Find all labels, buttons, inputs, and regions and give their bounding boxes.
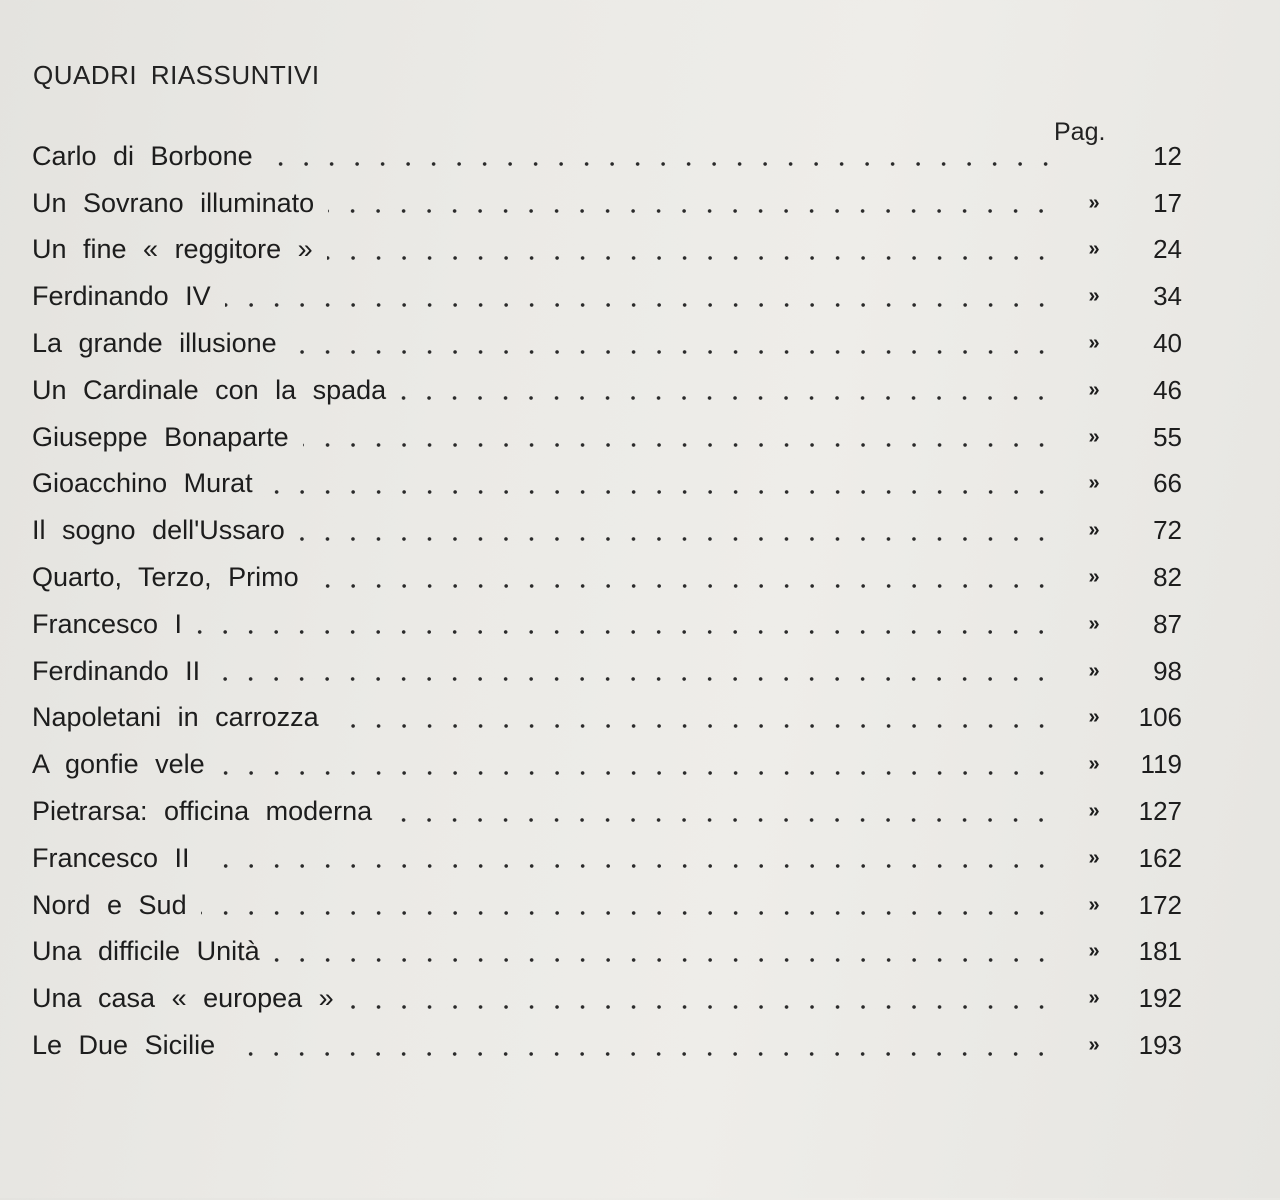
- ditto-mark: »: [1088, 846, 1100, 869]
- toc-entry-page: 24: [1153, 234, 1182, 265]
- toc-entry-title: Un Sovrano illuminato: [32, 187, 315, 218]
- toc-entry: [32, 320, 1182, 367]
- toc-entry-title: Francesco II: [32, 842, 190, 873]
- dot-leader: [196, 630, 1054, 634]
- dot-leader: [225, 303, 1054, 307]
- dot-leader: [328, 209, 1054, 213]
- toc-entry: [32, 695, 1182, 742]
- toc-entry: [32, 227, 1182, 274]
- toc-entry-title: A gonfie vele: [32, 749, 205, 780]
- dot-leader: [204, 864, 1054, 868]
- toc-entry-page: 106: [1138, 702, 1182, 733]
- toc-entry: [32, 975, 1182, 1022]
- dot-leader: [327, 256, 1054, 260]
- toc-entry-page: 12: [1153, 140, 1182, 171]
- toc-entry-title: Pietrarsa: officina moderna: [32, 796, 373, 827]
- toc-entry: [32, 741, 1182, 788]
- toc-entry-page: 98: [1153, 655, 1182, 686]
- toc-entry-page: 181: [1138, 936, 1182, 967]
- toc-entry-title: Una casa « europea »: [32, 983, 334, 1014]
- ditto-mark: »: [1088, 1034, 1100, 1057]
- ditto-mark: »: [1088, 706, 1100, 729]
- ditto-mark: »: [1088, 940, 1100, 963]
- toc-entry-page: 87: [1153, 608, 1182, 639]
- ditto-mark: »: [1088, 659, 1100, 682]
- toc-entry: [32, 648, 1182, 695]
- dot-leader: [219, 771, 1054, 775]
- toc-entry: [32, 461, 1182, 508]
- toc-entry-page: 119: [1140, 749, 1182, 780]
- toc-entry: [32, 133, 1182, 180]
- ditto-mark: »: [1088, 612, 1100, 635]
- dot-leader: [348, 1005, 1054, 1009]
- ditto-mark: »: [1088, 238, 1100, 261]
- toc-entry-title: Napoletani in carrozza: [32, 702, 319, 733]
- ditto-mark: »: [1088, 566, 1100, 589]
- toc-entry-page: 82: [1153, 562, 1182, 593]
- toc-entry-page: 172: [1138, 889, 1182, 920]
- toc-entry: [32, 554, 1182, 601]
- toc-entry-title: La grande illusione: [32, 328, 277, 359]
- toc-entry: [32, 414, 1182, 461]
- toc-entry-title: Giuseppe Bonaparte: [32, 421, 289, 452]
- toc-entry: [32, 835, 1182, 882]
- toc-entry-page: 34: [1153, 281, 1182, 312]
- ditto-mark: »: [1088, 191, 1100, 214]
- toc-entry-title: Il sogno dell'Ussaro: [32, 515, 285, 546]
- section-heading: QUADRI RIASSUNTIVI: [33, 60, 320, 90]
- toc-entry-title: Ferdinando II: [32, 655, 201, 686]
- toc-entry: [32, 601, 1182, 648]
- ditto-mark: »: [1088, 285, 1100, 308]
- toc-entry-page: 40: [1153, 328, 1182, 359]
- dot-leader: [267, 490, 1054, 494]
- toc-entry-title: Un fine « reggitore »: [32, 234, 313, 265]
- toc-entry-title: Quarto, Terzo, Primo: [32, 562, 299, 593]
- dot-leader: [400, 396, 1054, 400]
- toc-entry-title: Le Due Sicilie: [32, 1030, 216, 1061]
- ditto-mark: »: [1088, 519, 1100, 542]
- toc-entry: [32, 273, 1182, 320]
- dot-leader: [303, 443, 1054, 447]
- toc-entry-page: 72: [1153, 515, 1182, 546]
- toc-entry-page: 55: [1153, 421, 1182, 452]
- ditto-mark: »: [1088, 332, 1100, 355]
- toc-entry-title: Gioacchino Murat: [32, 468, 253, 499]
- toc-entry: [32, 1022, 1182, 1069]
- toc-entry: [32, 367, 1182, 414]
- dot-leader: [229, 1052, 1054, 1056]
- dot-leader: [299, 537, 1054, 541]
- toc-entry-title: Un Cardinale con la spada: [32, 374, 387, 405]
- toc-entry-page: 46: [1153, 374, 1182, 405]
- toc-entry: [32, 929, 1182, 976]
- toc-entry-title: Nord e Sud: [32, 889, 187, 920]
- toc-entry-page: 17: [1153, 187, 1182, 218]
- ditto-mark: »: [1088, 893, 1100, 916]
- ditto-mark: »: [1088, 425, 1100, 448]
- toc-entry-page: 66: [1153, 468, 1182, 499]
- toc-entry-page: 162: [1138, 842, 1182, 873]
- toc-entry: [32, 882, 1182, 929]
- dot-leader: [201, 911, 1054, 915]
- dot-leader: [267, 162, 1058, 166]
- toc-entry-title: Carlo di Borbone: [32, 140, 253, 171]
- ditto-mark: »: [1088, 987, 1100, 1010]
- toc-entry: [32, 507, 1182, 554]
- ditto-mark: »: [1088, 472, 1100, 495]
- toc-entry-page: 192: [1138, 983, 1182, 1014]
- dot-leader: [333, 724, 1054, 728]
- dot-leader: [386, 818, 1054, 822]
- toc-entry-page: 193: [1138, 1030, 1182, 1061]
- page-column-label: Pag.: [1054, 118, 1106, 146]
- dot-leader: [313, 584, 1054, 588]
- toc-entry-title: Francesco I: [32, 608, 183, 639]
- toc-entry-page: 127: [1138, 796, 1182, 827]
- ditto-mark: »: [1088, 753, 1100, 776]
- toc-entry: [32, 180, 1182, 227]
- toc-entry-title: Ferdinando IV: [32, 281, 211, 312]
- toc-entry: [32, 788, 1182, 835]
- ditto-mark: »: [1088, 800, 1100, 823]
- dot-leader: [214, 677, 1054, 681]
- toc-entry-title: Una difficile Unità: [32, 936, 260, 967]
- table-of-contents: [32, 133, 1182, 1069]
- dot-leader: [291, 350, 1054, 354]
- dot-leader: [274, 958, 1054, 962]
- ditto-mark: »: [1088, 378, 1100, 401]
